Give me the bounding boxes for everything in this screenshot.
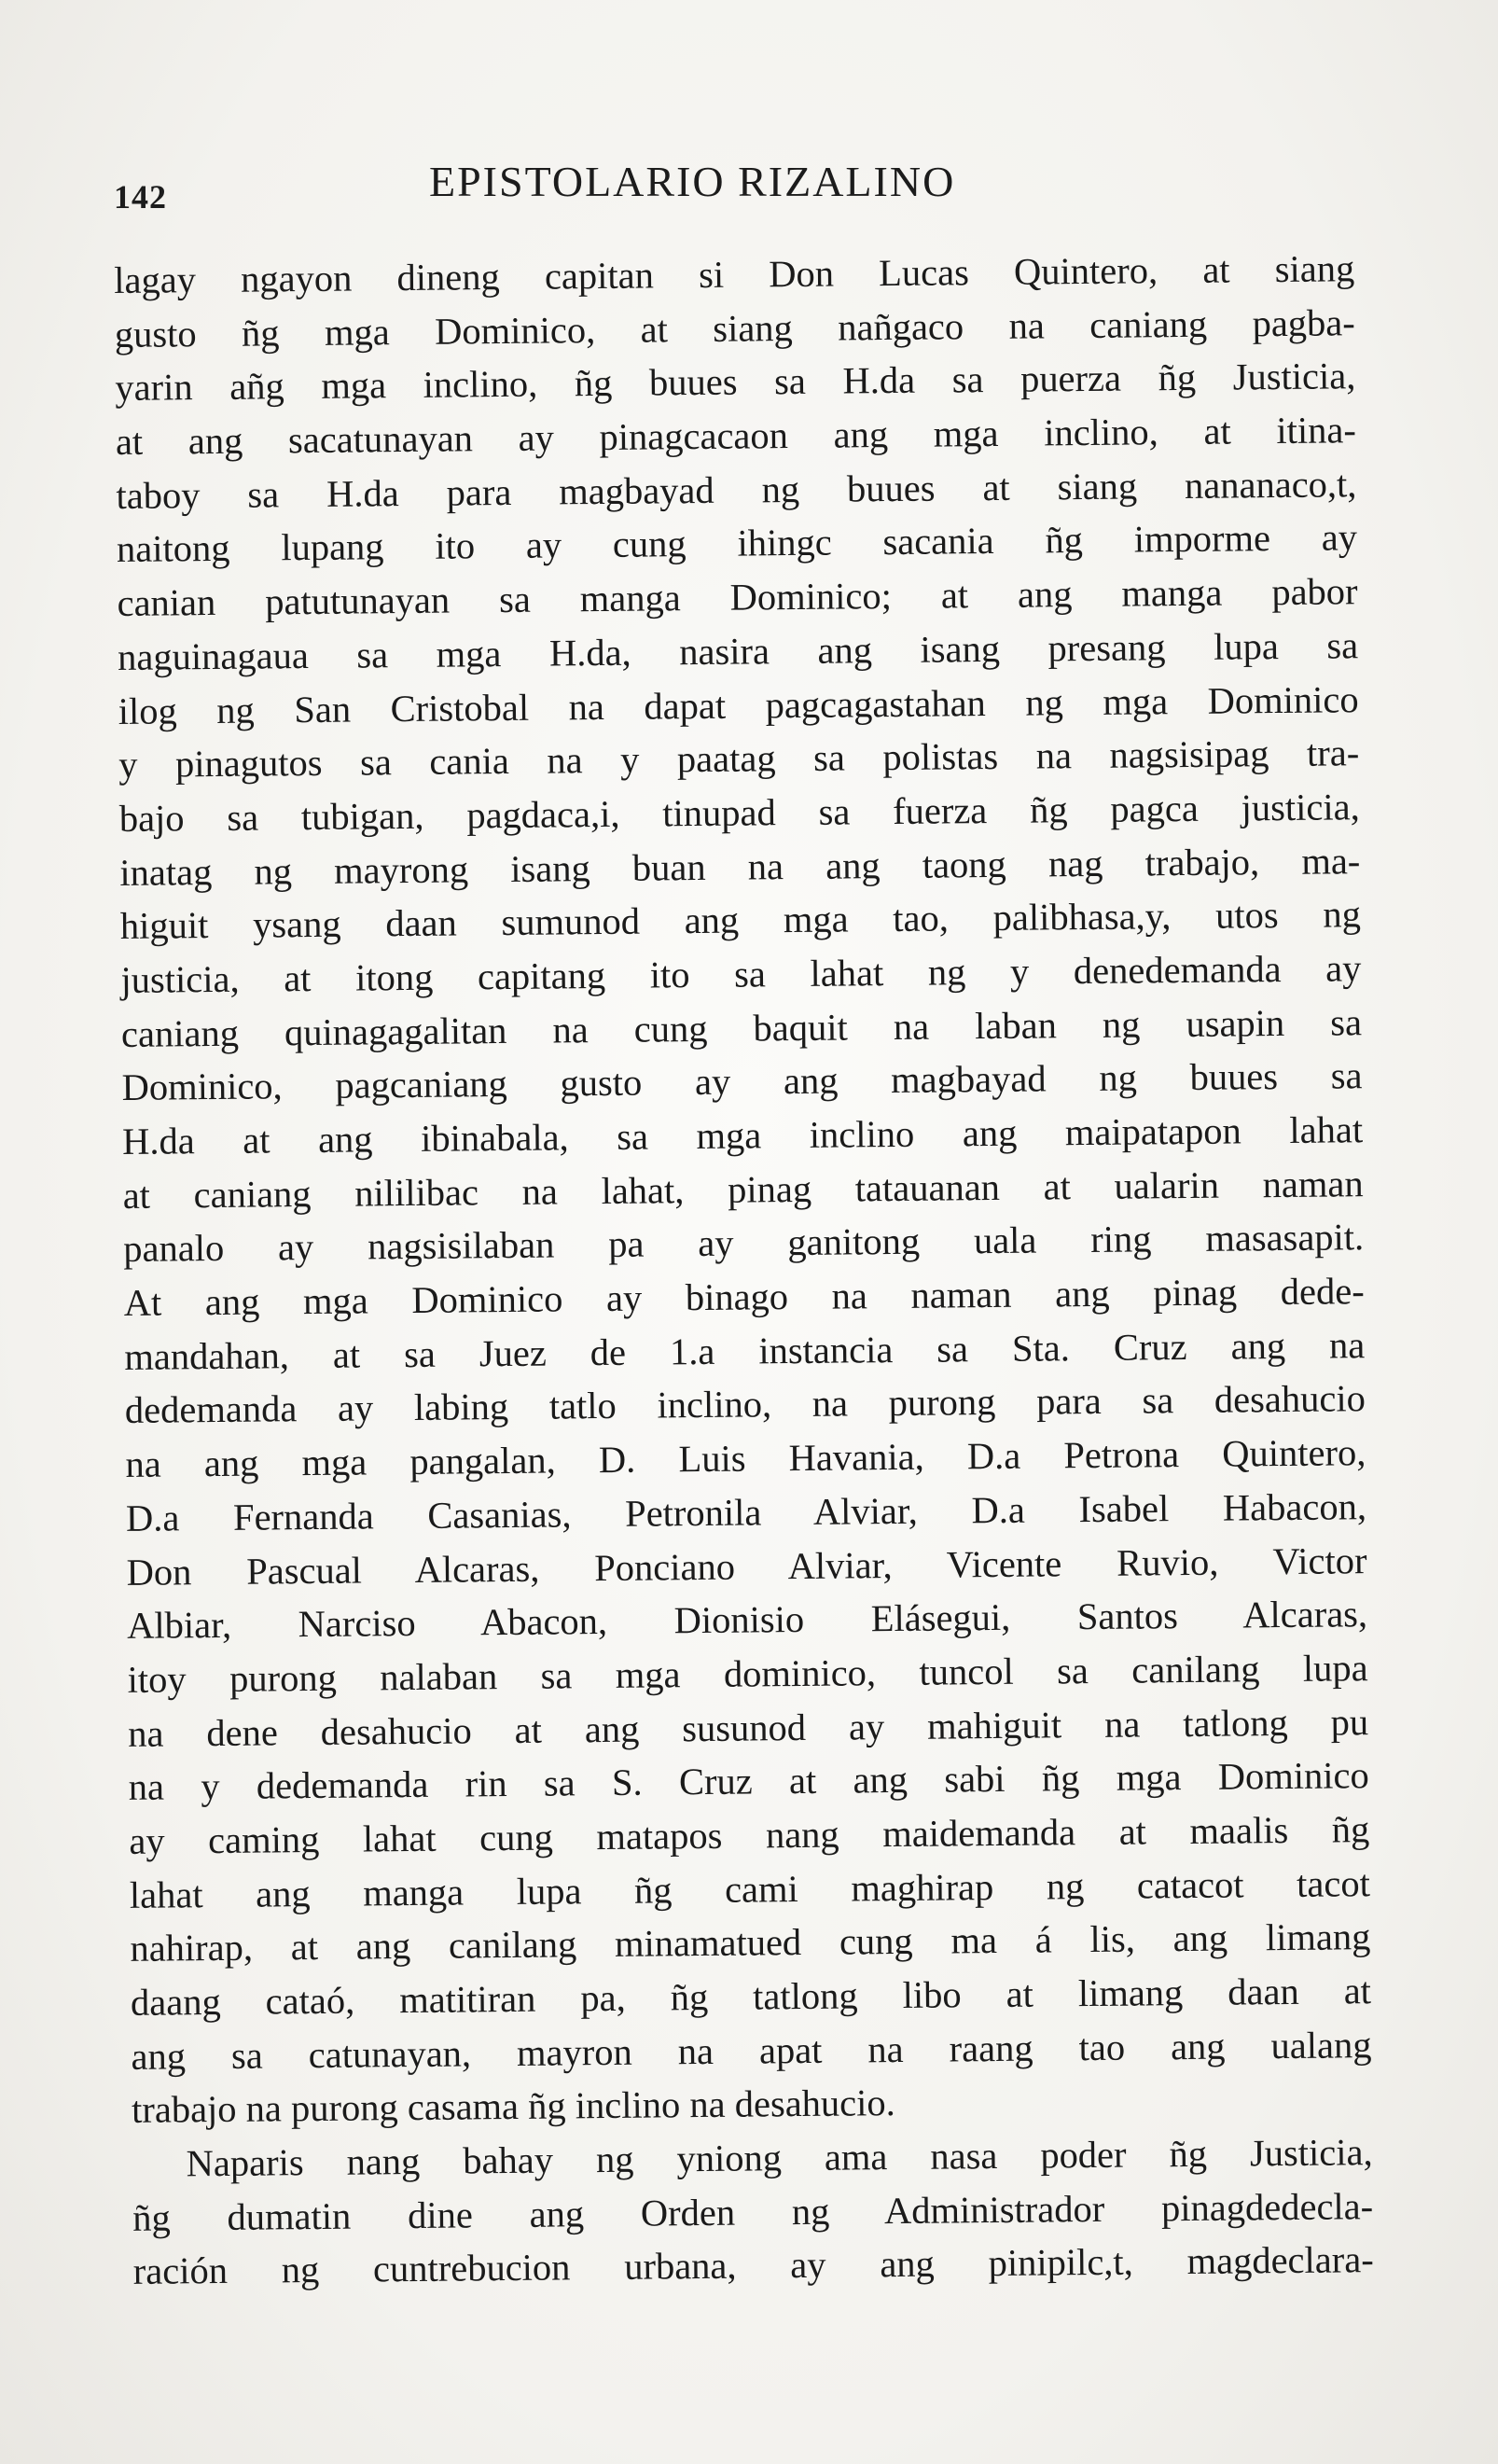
text-line: na ang mga pangalan, D. Luis Havania, D.a Petrona Quintero, [125, 1431, 1366, 1486]
page-number: 142 [114, 178, 167, 216]
text-line: ay caming lahat cung matapos nang maidemanda at maalis ñg [129, 1808, 1370, 1862]
text-line: daang cataó, matitiran pa, ñg tatlong libo at limang daan at [130, 1970, 1372, 2024]
text-line: na y dedemanda rin sa S. Cruz at ang sabi ñg mga Dominico [128, 1754, 1369, 1809]
text-line: ang sa catunayan, mayron na apat na raang tao ang ualang [131, 2023, 1372, 2078]
text-line: ilog ng San Cristobal na dapat pagcagastahan ng mga Dominico [118, 677, 1359, 732]
text-line: mandahan, at sa Juez de 1.a instancia sa Sta. Cruz ang na [124, 1323, 1366, 1378]
text-line: na dene desahucio at ang susunod ay mahiguit na tatlong pu [128, 1700, 1369, 1755]
text-line: bajo sa tubigan, pagdaca,i, tinupad sa fuerza ñg pagca justicia, [118, 786, 1360, 840]
text-line: taboy sa H.da para magbayad ng buues at siang nananaco,t, [116, 462, 1357, 517]
text-line: Albiar, Narciso Abacon, Dionisio Elásegui, Santos Alcaras, [126, 1593, 1368, 1648]
text-line: gusto ñg mga Dominico, at siang nañgaco na caniang pagba- [114, 300, 1355, 355]
text-line: itoy purong nalaban sa mga dominico, tuncol sa canilang lupa [127, 1647, 1368, 1701]
text-line: inatag ng mayrong isang buan na ang taong nag trabajo, ma- [119, 839, 1361, 894]
text-line: naguinagaua sa mga H.da, nasira ang isang presang lupa sa [117, 624, 1359, 678]
text-line: y pinagutos sa cania na y paatag sa polistas na nagsisipag tra- [118, 731, 1360, 787]
body-text [114, 242, 1374, 2299]
text-line: At ang mga Dominico ay binago na naman ang pinag dede- [123, 1270, 1365, 1325]
text-line: at ang sacatunayan ay pinagcacaon ang mga inclino, at itina- [115, 409, 1357, 464]
text-line: canian patutunayan sa manga Dominico; at ang manga pabor [117, 570, 1358, 625]
text-line: higuit ysang daan sumunod ang mga tao, palibhasa,y, utos ng [119, 893, 1362, 948]
text-line: caniang quinagagalitan na cung baquit na laban ng usapin sa [120, 1000, 1363, 1055]
text-line: panalo ay nagsisilaban pa ay ganitong uala ring masasapit. [123, 1216, 1365, 1271]
text-line: lagay ngayon dineng capitan si Don Lucas Quintero, at siang [114, 247, 1355, 301]
text-line: ñg dumatin dine ang Orden ng Administrador pinagdedecla- [132, 2184, 1374, 2239]
running-title: EPISTOLARIO RIZALINO [429, 158, 956, 205]
page-header [112, 157, 1343, 222]
paragraph-first-line: Naparis nang bahay ng yniong ama nasa poder ñg Justicia, [186, 2131, 1373, 2185]
text-line: justicia, at itong capitang ito sa lahat ng y denedemanda ay [120, 947, 1362, 1001]
text-line: nahirap, at ang canilang minamatued cung ma á lis, ang limang [130, 1915, 1371, 1970]
text-line: ración ng cuntrebucion urbana, ay ang pinipilc,t, magdeclara- [132, 2238, 1374, 2293]
text-line: lahat ang manga lupa ñg cami maghirap ng catacot tacot [129, 1861, 1371, 1916]
text-line: Don Pascual Alcaras, Ponciano Alviar, Vicente Ruvio, Victor [126, 1538, 1367, 1594]
text-line: dedemanda ay labing tatlo inclino, na purong para sa desahucio [124, 1377, 1366, 1432]
text-line: at caniang nililibac na lahat, pinag tatauanan at ualarin naman [122, 1162, 1364, 1217]
text-line: D.a Fernanda Casanias, Petronila Alviar, D.a Isabel Habacon, [125, 1484, 1367, 1539]
text-line: yarin añg mga inclino, ñg buues sa H.da sa puerza ñg Justicia, [115, 355, 1356, 410]
text-line: H.da at ang ibinabala, sa mga inclino ang maipatapon lahat [121, 1108, 1364, 1162]
paragraph-last-line: trabajo na purong casama ñg inclino na desahucio. [131, 2081, 896, 2132]
text-line: Dominico, pagcaniang gusto ay ang magbayad ng buues sa [121, 1054, 1363, 1109]
text-line: naitong lupang ito ay cung ihingc sacania ñg imporme ay [116, 516, 1358, 571]
